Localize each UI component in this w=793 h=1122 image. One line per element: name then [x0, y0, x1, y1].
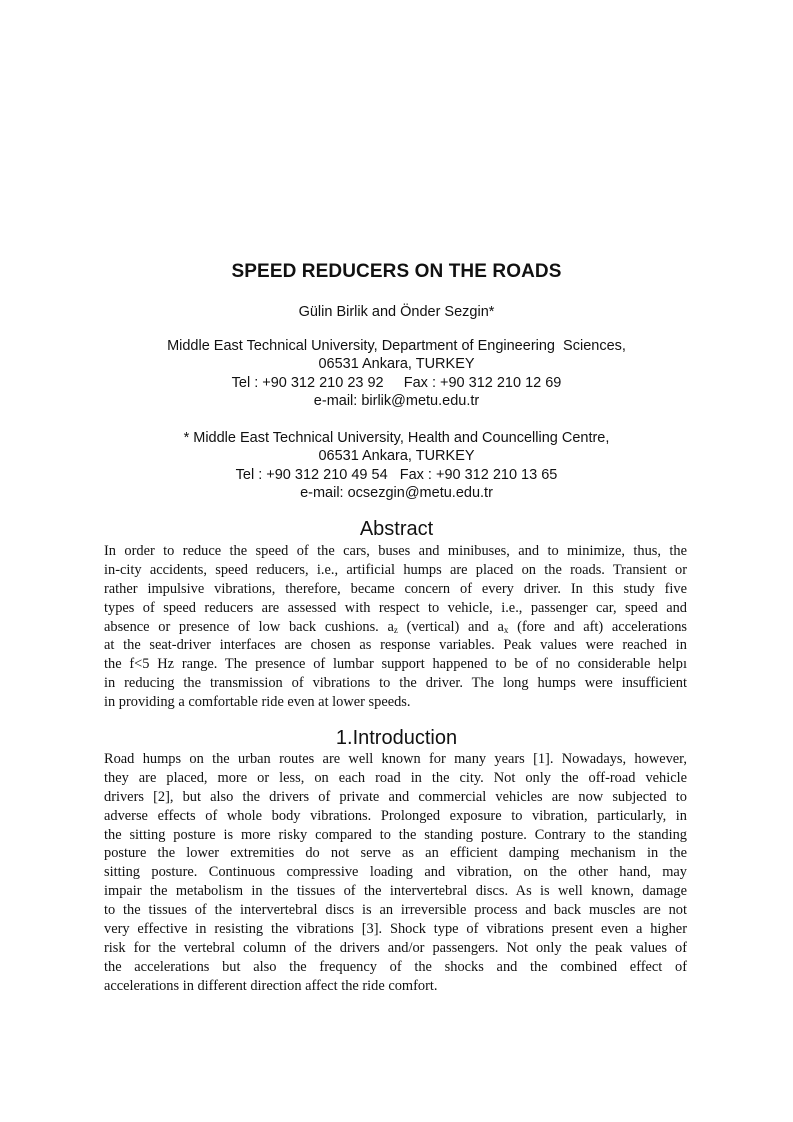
introduction-line: very effective in resisting the vibrations [3]. Shock type of vibrations present even a higher — [104, 921, 687, 938]
subscript-z: z — [393, 624, 398, 635]
abstract-body — [104, 542, 687, 712]
introduction-line: sitting posture. Continuous compressive loading and vibration, on the other hand, may — [104, 864, 687, 881]
abstract-line-part: (fore and aft) accelerations — [508, 618, 687, 635]
abstract-line-part: absence or presence of low back cushions. a — [104, 618, 394, 635]
affiliation-address: 06531 Ankara, TURKEY — [318, 448, 475, 465]
introduction-body — [104, 750, 687, 996]
abstract-line: the f<5 Hz range. The presence of lumbar support happened to be of no considerable helpı — [104, 656, 687, 673]
abstract-line: types of speed reducers are assessed with respect to vehicle, i.e., passenger car, speed and — [104, 599, 687, 616]
affiliation-secondary — [0, 429, 793, 502]
affiliation-institution: * Middle East Technical University, Health and Councelling Centre, — [183, 430, 610, 446]
introduction-line: adverse effects of whole body vibrations. Prolonged exposure to vibration, particularly, in — [104, 807, 687, 824]
affiliation-email: e-mail: ocsezgin@metu.edu.tr — [300, 484, 493, 501]
abstract-line: in reducing the transmission of vibrations to the driver. The long humps were insufficient — [104, 675, 687, 692]
affiliation-email: e-mail: birlik@metu.edu.tr — [313, 392, 480, 409]
abstract-line: rather impulsive vibrations, therefore, became concern of every driver. In this study five — [104, 580, 687, 597]
introduction-line: the accelerations but also the frequency of the shocks and the combined effect of — [104, 958, 687, 975]
abstract-line: at the seat-driver interfaces are chosen as response variables. Peak values were reached in — [104, 637, 687, 654]
abstract-line: in-city accidents, speed reducers, i.e., artificial humps are placed on the roads. Transient or — [104, 561, 687, 578]
affiliation-address: 06531 Ankara, TURKEY — [318, 356, 475, 373]
introduction-heading: 1.Introduction — [335, 727, 458, 749]
abstract-heading: Abstract — [359, 518, 434, 540]
introduction-line: impair the metabolism in the tissues of the intervertebral discs. As is well known, damage — [104, 883, 687, 900]
abstract-line-part: (vertical) and a — [397, 618, 504, 635]
introduction-line: to the tissues of the intervertebral discs is an irreversible process and back muscles are not — [104, 902, 687, 919]
introduction-line: posture the lower extremities do not serve as an efficient damping mechanism in the — [104, 845, 687, 862]
affiliation-primary — [0, 337, 793, 410]
abstract-line-with-subscripts — [104, 618, 687, 637]
paper-title: SPEED REDUCERS ON THE ROADS — [231, 261, 562, 282]
author-list: Gülin Birlik and Önder Sezgin* — [298, 304, 495, 320]
introduction-line: risk for the vertebral column of the drivers and/or passengers. Not only the peak values of — [104, 939, 687, 956]
introduction-line: they are placed, more or less, on each road in the city. Not only the off-road vehicle — [104, 769, 687, 786]
introduction-line: the sitting posture is more risky compared to the standing posture. Contrary to the standing — [104, 826, 687, 843]
introduction-line: Road humps on the urban routes are well known for many years [1]. Nowadays, however, — [104, 751, 687, 767]
abstract-line: In order to reduce the speed of the cars, buses and minibuses, and to minimize, thus, the — [104, 543, 687, 559]
introduction-line: accelerations in different direction affect the ride comfort. — [104, 977, 438, 994]
affiliation-phone-fax: Tel : +90 312 210 23 92 Fax : +90 312 210 12 69 — [231, 374, 562, 391]
subscript-x: x — [503, 624, 509, 635]
affiliation-institution: Middle East Technical University, Department of Engineering Sciences, — [167, 338, 626, 354]
affiliation-phone-fax: Tel : +90 312 210 49 54 Fax : +90 312 210 13 65 — [235, 466, 558, 483]
abstract-line: in providing a comfortable ride even at lower speeds. — [104, 694, 411, 711]
introduction-line: drivers [2], but also the drivers of private and commercial vehicles are now subjected to — [104, 788, 687, 805]
